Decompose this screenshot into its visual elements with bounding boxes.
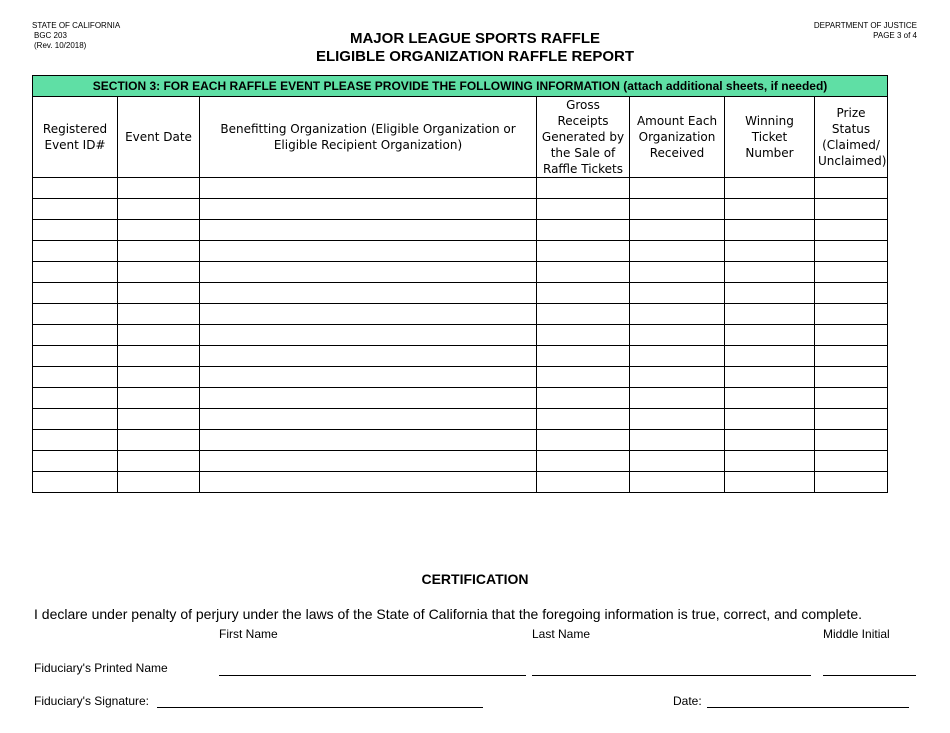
cell-prize-status[interactable] bbox=[815, 346, 888, 367]
cell-winning-ticket[interactable] bbox=[725, 283, 815, 304]
first-name-field[interactable] bbox=[219, 675, 526, 676]
middle-initial-field[interactable] bbox=[823, 675, 916, 676]
cell-prize-status[interactable] bbox=[815, 262, 888, 283]
cell-event-date[interactable] bbox=[118, 409, 200, 430]
state-label: STATE OF CALIFORNIA bbox=[32, 21, 121, 30]
cell-amount-received[interactable] bbox=[630, 178, 725, 199]
table-row bbox=[33, 388, 888, 409]
cell-event-id[interactable] bbox=[33, 283, 118, 304]
cell-event-id[interactable] bbox=[33, 430, 118, 451]
cell-winning-ticket[interactable] bbox=[725, 451, 815, 472]
cell-event-date[interactable] bbox=[118, 451, 200, 472]
cell-winning-ticket[interactable] bbox=[725, 409, 815, 430]
cell-amount-received[interactable] bbox=[630, 346, 725, 367]
cell-benefitting-organization[interactable] bbox=[200, 430, 537, 451]
table-row bbox=[33, 178, 888, 199]
column-header-gross-receipts: Gross Receipts Generated by the Sale of Raffle Tickets bbox=[537, 97, 630, 178]
form-number: BGC 203 bbox=[34, 31, 67, 40]
cell-event-id[interactable] bbox=[33, 409, 118, 430]
cell-prize-status[interactable] bbox=[815, 451, 888, 472]
cell-benefitting-organization[interactable] bbox=[200, 220, 537, 241]
column-header-event-date: Event Date bbox=[118, 97, 200, 178]
cell-prize-status[interactable] bbox=[815, 430, 888, 451]
cell-benefitting-organization[interactable] bbox=[200, 241, 537, 262]
cell-prize-status[interactable] bbox=[815, 199, 888, 220]
cell-gross-receipts[interactable] bbox=[537, 241, 630, 262]
cell-event-id[interactable] bbox=[33, 451, 118, 472]
cell-winning-ticket[interactable] bbox=[725, 241, 815, 262]
cell-benefitting-organization[interactable] bbox=[200, 262, 537, 283]
column-header-winning-ticket: Winning Ticket Number bbox=[725, 97, 815, 178]
department-label: DEPARTMENT OF JUSTICE bbox=[813, 21, 917, 30]
signature-label: Fiduciary's Signature: bbox=[34, 694, 150, 708]
cell-amount-received[interactable] bbox=[630, 199, 725, 220]
cell-event-id[interactable] bbox=[33, 388, 118, 409]
cell-gross-receipts[interactable] bbox=[537, 346, 630, 367]
cell-gross-receipts[interactable] bbox=[537, 283, 630, 304]
middle-initial-label: Middle Initial bbox=[823, 627, 890, 641]
cell-winning-ticket[interactable] bbox=[725, 325, 815, 346]
table-row bbox=[33, 325, 888, 346]
cell-gross-receipts[interactable] bbox=[537, 220, 630, 241]
cell-winning-ticket[interactable] bbox=[725, 430, 815, 451]
cell-winning-ticket[interactable] bbox=[725, 199, 815, 220]
cell-event-date[interactable] bbox=[118, 283, 200, 304]
cell-benefitting-organization[interactable] bbox=[200, 304, 537, 325]
cell-amount-received[interactable] bbox=[630, 241, 725, 262]
cell-prize-status[interactable] bbox=[815, 304, 888, 325]
cell-prize-status[interactable] bbox=[815, 325, 888, 346]
cell-winning-ticket[interactable] bbox=[725, 388, 815, 409]
cell-prize-status[interactable] bbox=[815, 220, 888, 241]
cell-gross-receipts[interactable] bbox=[537, 262, 630, 283]
cell-gross-receipts[interactable] bbox=[537, 451, 630, 472]
cell-gross-receipts[interactable] bbox=[537, 472, 630, 493]
table-row bbox=[33, 472, 888, 493]
table-row bbox=[33, 241, 888, 262]
cell-amount-received[interactable] bbox=[630, 283, 725, 304]
first-name-label: First Name bbox=[219, 627, 278, 641]
cell-event-id[interactable] bbox=[33, 199, 118, 220]
column-header-event-id: Registered Event ID# bbox=[33, 97, 118, 178]
cell-event-id[interactable] bbox=[33, 262, 118, 283]
cell-benefitting-organization[interactable] bbox=[200, 178, 537, 199]
cell-benefitting-organization[interactable] bbox=[200, 472, 537, 493]
table-row bbox=[33, 304, 888, 325]
form-title: MAJOR LEAGUE SPORTS RAFFLE bbox=[349, 30, 600, 47]
cell-event-id[interactable] bbox=[33, 178, 118, 199]
certification-title: CERTIFICATION bbox=[421, 571, 529, 587]
cell-gross-receipts[interactable] bbox=[537, 325, 630, 346]
table-row bbox=[33, 367, 888, 388]
cell-event-date[interactable] bbox=[118, 241, 200, 262]
printed-name-label: Fiduciary's Printed Name bbox=[34, 661, 168, 675]
cell-benefitting-organization[interactable] bbox=[200, 451, 537, 472]
cell-amount-received[interactable] bbox=[630, 325, 725, 346]
date-label: Date: bbox=[673, 694, 702, 708]
cell-benefitting-organization[interactable] bbox=[200, 283, 537, 304]
cell-gross-receipts[interactable] bbox=[537, 304, 630, 325]
cell-event-date[interactable] bbox=[118, 304, 200, 325]
table-row bbox=[33, 346, 888, 367]
cell-event-date[interactable] bbox=[118, 325, 200, 346]
cell-event-id[interactable] bbox=[33, 241, 118, 262]
raffle-events-table bbox=[32, 75, 888, 493]
cell-amount-received[interactable] bbox=[630, 451, 725, 472]
cell-benefitting-organization[interactable] bbox=[200, 409, 537, 430]
section-3-heading: SECTION 3: FOR EACH RAFFLE EVENT PLEASE PROVIDE THE FOLLOWING INFORMATION (attach additional sheets, if needed) bbox=[33, 76, 888, 97]
cell-winning-ticket[interactable] bbox=[725, 472, 815, 493]
cell-winning-ticket[interactable] bbox=[725, 304, 815, 325]
cell-prize-status[interactable] bbox=[815, 472, 888, 493]
cell-benefitting-organization[interactable] bbox=[200, 325, 537, 346]
cell-event-date[interactable] bbox=[118, 178, 200, 199]
cell-event-date[interactable] bbox=[118, 367, 200, 388]
cell-event-id[interactable] bbox=[33, 220, 118, 241]
cell-winning-ticket[interactable] bbox=[725, 346, 815, 367]
cell-prize-status[interactable] bbox=[815, 241, 888, 262]
cell-amount-received[interactable] bbox=[630, 304, 725, 325]
cell-winning-ticket[interactable] bbox=[725, 178, 815, 199]
cell-winning-ticket[interactable] bbox=[725, 367, 815, 388]
cell-winning-ticket[interactable] bbox=[725, 220, 815, 241]
cell-prize-status[interactable] bbox=[815, 283, 888, 304]
table-row bbox=[33, 199, 888, 220]
cell-event-id[interactable] bbox=[33, 367, 118, 388]
cell-prize-status[interactable] bbox=[815, 409, 888, 430]
cell-amount-received[interactable] bbox=[630, 472, 725, 493]
cell-benefitting-organization[interactable] bbox=[200, 346, 537, 367]
table-row bbox=[33, 283, 888, 304]
column-header-amount-received: Amount Each Organization Received bbox=[630, 97, 725, 178]
cell-event-date[interactable] bbox=[118, 220, 200, 241]
column-header-prize-status: Prize Status (Claimed/ Unclaimed) bbox=[815, 97, 888, 178]
table-row bbox=[33, 409, 888, 430]
last-name-field[interactable] bbox=[532, 675, 811, 676]
cell-winning-ticket[interactable] bbox=[725, 262, 815, 283]
cell-benefitting-organization[interactable] bbox=[200, 388, 537, 409]
signature-field[interactable] bbox=[157, 707, 483, 708]
cell-prize-status[interactable] bbox=[815, 178, 888, 199]
form-revision: (Rev. 10/2018) bbox=[34, 41, 87, 50]
cell-gross-receipts[interactable] bbox=[537, 367, 630, 388]
form-subtitle: ELIGIBLE ORGANIZATION RAFFLE REPORT bbox=[315, 48, 635, 65]
cell-event-date[interactable] bbox=[118, 346, 200, 367]
cell-prize-status[interactable] bbox=[815, 367, 888, 388]
cell-benefitting-organization[interactable] bbox=[200, 199, 537, 220]
cell-amount-received[interactable] bbox=[630, 262, 725, 283]
page-number: PAGE 3 of 4 bbox=[873, 31, 917, 40]
cell-event-date[interactable] bbox=[118, 262, 200, 283]
column-header-benefitting-organization: Benefitting Organization (Eligible Organization or Eligible Recipient Organization) bbox=[200, 97, 537, 178]
cell-amount-received[interactable] bbox=[630, 430, 725, 451]
cell-amount-received[interactable] bbox=[630, 220, 725, 241]
table-row bbox=[33, 262, 888, 283]
cell-amount-received[interactable] bbox=[630, 409, 725, 430]
cell-event-date[interactable] bbox=[118, 430, 200, 451]
cell-event-id[interactable] bbox=[33, 304, 118, 325]
declaration-text: I declare under penalty of perjury under the laws of the State of California that the foregoing information is true, correct, and complete. bbox=[34, 606, 863, 622]
cell-event-id[interactable] bbox=[33, 325, 118, 346]
cell-gross-receipts[interactable] bbox=[537, 388, 630, 409]
table-row bbox=[33, 430, 888, 451]
cell-event-date[interactable] bbox=[118, 199, 200, 220]
cell-benefitting-organization[interactable] bbox=[200, 367, 537, 388]
date-field[interactable] bbox=[707, 707, 909, 708]
cell-event-id[interactable] bbox=[33, 472, 118, 493]
cell-gross-receipts[interactable] bbox=[537, 430, 630, 451]
cell-gross-receipts[interactable] bbox=[537, 409, 630, 430]
cell-prize-status[interactable] bbox=[815, 388, 888, 409]
table-row bbox=[33, 451, 888, 472]
cell-event-date[interactable] bbox=[118, 472, 200, 493]
cell-amount-received[interactable] bbox=[630, 367, 725, 388]
cell-gross-receipts[interactable] bbox=[537, 178, 630, 199]
cell-event-date[interactable] bbox=[118, 388, 200, 409]
last-name-label: Last Name bbox=[532, 627, 591, 641]
table-row bbox=[33, 220, 888, 241]
cell-amount-received[interactable] bbox=[630, 388, 725, 409]
cell-event-id[interactable] bbox=[33, 346, 118, 367]
cell-gross-receipts[interactable] bbox=[537, 199, 630, 220]
